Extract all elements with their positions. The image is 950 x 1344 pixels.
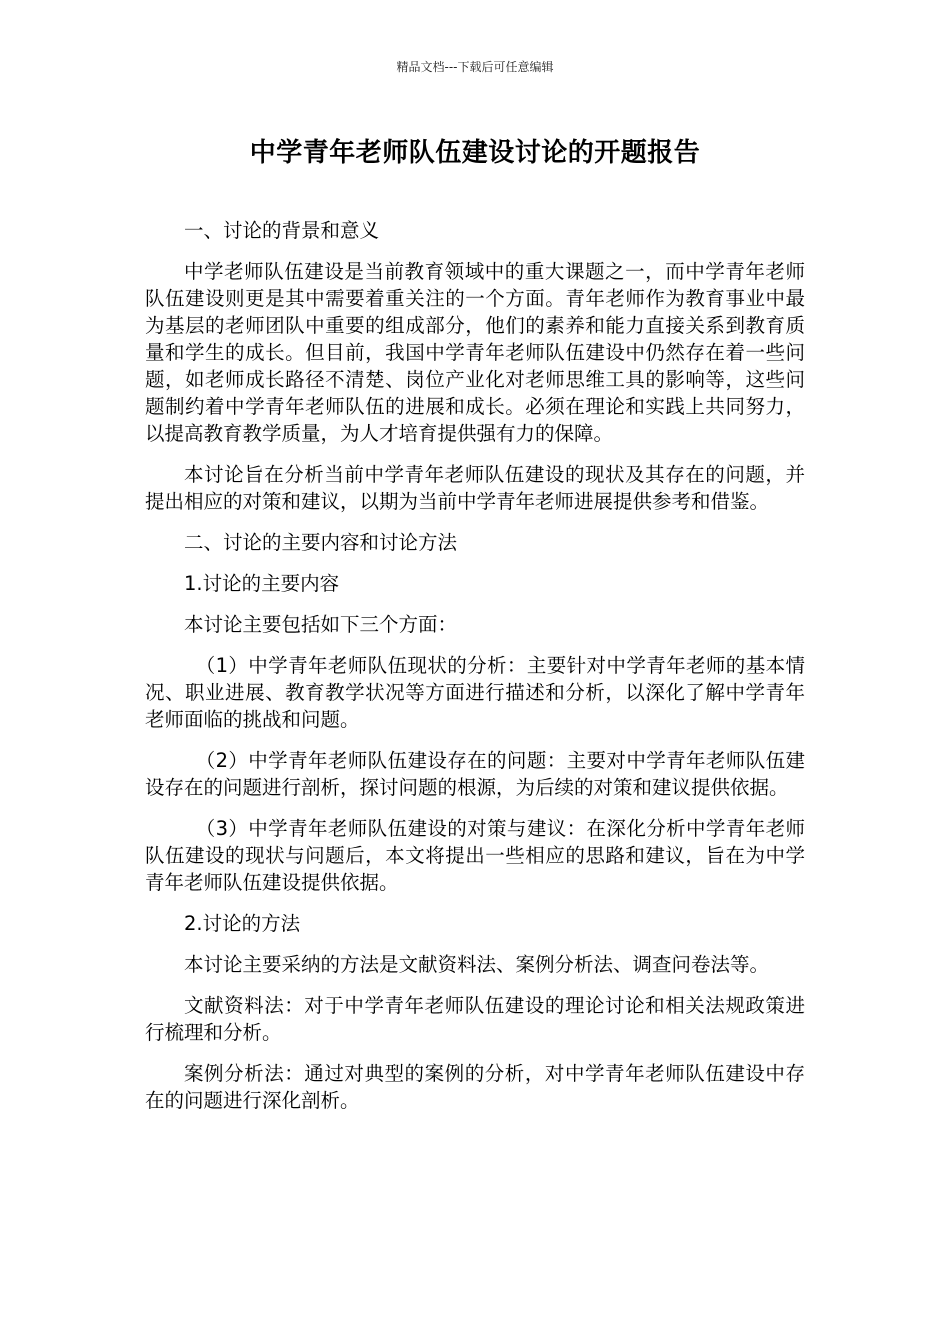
list-item-1: （1）中学青年老师队伍现状的分析：主要针对中学青年老师的基本情况、职业进展、教育教学状况等方面进行描述和分析，以深化了解中学青年老师面临的挑战和问题。: [145, 654, 805, 731]
list-item-3: （3）中学青年老师队伍建设的对策与建议：在深化分析中学青年老师队伍建设的现状与问题后，本文将提出一些相应的思路和建议，旨在为中学青年老师队伍建设提供依据。: [145, 817, 805, 894]
paragraph-background: 中学老师队伍建设是当前教育领域中的重大课题之一，而中学青年老师队伍建设则更是其中需要着重关注的一个方面。青年老师作为教育事业中最为基层的老师团队中重要的组成部分，他们的素养和能力直接关系到教育质量和学生的成长。但目前，我国中学青年老师队伍建设中仍然存在着一些问题，如老师成长路径不清楚、岗位产业化对老师思维工具的影响等，这些问题制约着中学青年老师队伍的进展和成长。必须在理论和实践上共同努力，以提高教育教学质量，为人才培育提供强有力的保障。: [145, 260, 805, 445]
paragraph-case-method: 案例分析法：通过对典型的案例的分析，对中学青年老师队伍建设中存在的问题进行深化剖析。: [145, 1062, 805, 1112]
page-header: 精品文档---下载后可任意编辑: [396, 60, 554, 74]
subheading-main-content: 1.讨论的主要内容: [184, 572, 340, 595]
paragraph-methods-overview: 本讨论主要采纳的方法是文献资料法、案例分析法、调查问卷法等。: [184, 953, 770, 976]
list-item-2: （2）中学青年老师队伍建设存在的问题：主要对中学青年老师队伍建设存在的问题进行剖析，探讨问题的根源，为后续的对策和建议提供依据。: [145, 749, 805, 799]
paragraph-three-aspects: 本讨论主要包括如下三个方面：: [184, 613, 458, 636]
paragraph-literature-method: 文献资料法：对于中学青年老师队伍建设的理论讨论和相关法规政策进行梳理和分析。: [145, 994, 805, 1044]
section-heading-content-methods: 二、讨论的主要内容和讨论方法: [184, 531, 458, 554]
section-heading-background: 一、讨论的背景和意义: [184, 219, 380, 242]
subheading-methods: 2.讨论的方法: [184, 912, 301, 935]
document-body: [145, 135, 805, 1128]
document-title: 中学青年老师队伍建设讨论的开题报告: [249, 138, 701, 168]
paragraph-purpose: 本讨论旨在分析当前中学青年老师队伍建设的现状及其存在的问题，并提出相应的对策和建议，以期为当前中学青年老师进展提供参考和借鉴。: [145, 463, 805, 513]
